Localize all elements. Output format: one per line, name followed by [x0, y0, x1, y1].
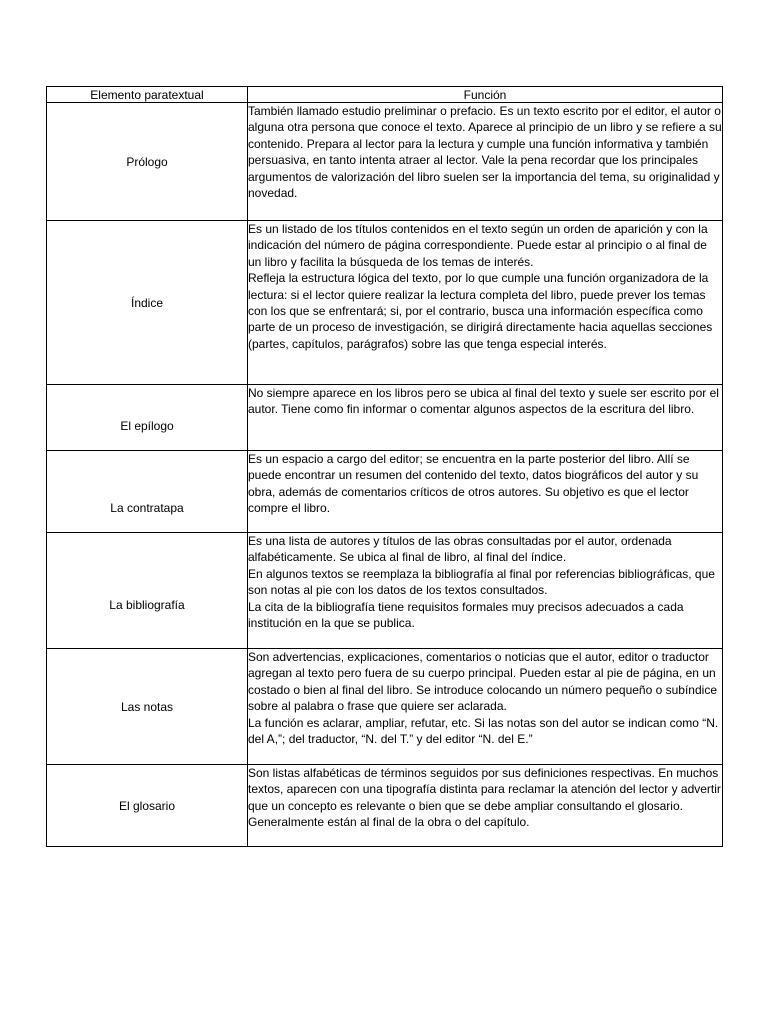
element-cell [47, 533, 248, 649]
table-row [47, 103, 723, 221]
function-cell: Es una lista de autores y títulos de las obras consultadas por el autor, ordenada alfabéticamente. Se ubica al final de libro, al final del índice. En algunos textos se reemplaza la bibliografía al final por referencias bibliográficas, que son notas al pie con los datos de los textos consultados. La cita de la bibliografía tiene requisitos formales muy precisos adecuados a cada institución en la que se publica. [248, 533, 723, 649]
element-name: La bibliografía [109, 597, 185, 612]
function-cell: También llamado estudio preliminar o prefacio. Es un texto escrito por el editor, el autor o alguna otra persona que conoce el texto. Aparece al principio de un libro y se refiere a su contenido. Prepara al lector para la lectura y cumple una función informativa y también persuasiva, en tanto intenta atraer al lector. Vale la pena recordar que los principales argumentos de valorización del libro suelen ser la importancia del tema, su originalidad y novedad. [248, 103, 723, 221]
element-name: Índice [130, 295, 164, 310]
header-element: Elemento paratextual [47, 87, 248, 103]
table-header-row [47, 87, 723, 103]
element-name: Prólogo [126, 154, 168, 169]
table-row [47, 765, 723, 847]
element-cell [47, 385, 248, 451]
table-row [47, 533, 723, 649]
table-row [47, 385, 723, 451]
function-cell: Es un espacio a cargo del editor; se encuentra en la parte posterior del libro. Allí se puede encontrar un resumen del contenido del texto, datos biográficos del autor y su obra, además de comentarios críticos de otros autores. Su objetivo es que el lector compre el libro. [248, 451, 723, 533]
element-name: La contratapa [110, 500, 184, 515]
function-cell: Son advertencias, explicaciones, comentarios o noticias que el autor, editor o traductor agregan al texto pero fuera de su cuerpo principal. Pueden estar al pie de página, en un costado o bien al final del libro. Se introduce colocando un número pequeño o subíndice sobre al palabra o frase que quiere ser aclarada. La función es aclarar, ampliar, refutar, etc. Si las notas son del autor se indican como “N. del A,”; del traductor, “N. del T.” y del editor “N. del E.” [248, 649, 723, 765]
paratext-table [46, 86, 723, 847]
element-name: El epílogo [120, 418, 174, 433]
element-cell [47, 649, 248, 765]
function-cell: Son listas alfabéticas de términos seguidos por sus definiciones respectivas. En muchos textos, aparecen con una tipografía distinta para reclamar la atención del lector y advertir que un concepto es relevante o bien que se debe ampliar consultando el glosario. Generalmente están al final de la obra o del capítulo. [248, 765, 723, 847]
function-cell: No siempre aparece en los libros pero se ubica al final del texto y suele ser escrito por el autor. Tiene como fin informar o comentar algunos aspectos de la escritura del libro. [248, 385, 723, 451]
element-cell [47, 765, 248, 847]
element-cell [47, 451, 248, 533]
function-cell: Es un listado de los títulos contenidos en el texto según un orden de aparición y con la indicación del número de página correspondiente. Puede estar al principio o al final de un libro y facilita la búsqueda de los temas de interés. Refleja la estructura lógica del texto, por lo que cumple una función organizadora de la lectura: si el lector quiere realizar la lectura completa del libro, puede prever los temas con los que se enfrentará; si, por el contrario, busca una información específica como parte de un proceso de investigación, se dirigirá directamente hacia aquellas secciones (partes, capítulos, parágrafos) sobre las que tenga especial interés. [248, 221, 723, 385]
header-function: Función [248, 87, 723, 103]
element-cell [47, 221, 248, 385]
table-row [47, 451, 723, 533]
element-name: El glosario [118, 798, 176, 813]
element-name: Las notas [120, 699, 174, 714]
table-row [47, 221, 723, 385]
element-cell [47, 103, 248, 221]
table-row [47, 649, 723, 765]
